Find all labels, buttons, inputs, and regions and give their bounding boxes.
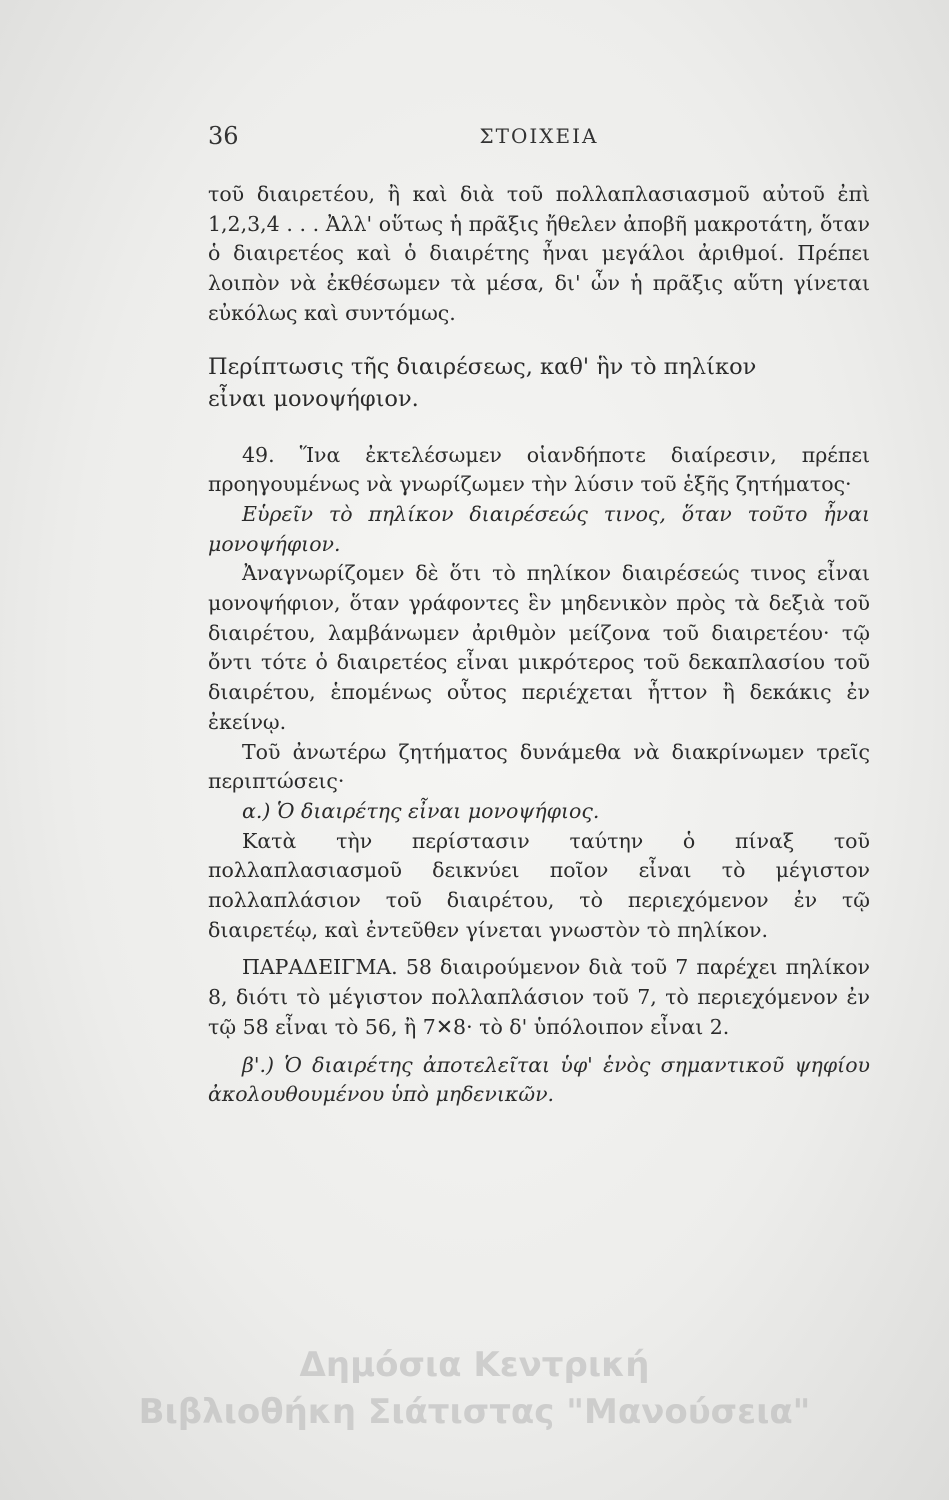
- paragraph-recognition: Ἀναγνωρίζομεν δὲ ὅτι τὸ πηλίκον διαιρέσεώς τινος εἶναι μονοψήφιον, ὅταν γράφοντες ἓν μηδενικὸν πρὸς τὰ δεξιὰ τοῦ διαιρέτου, λαμβάνωμεν ἀριθμὸν μείζονα τοῦ διαιρετέου· τῷ ὄντι τότε ὁ διαιρετέος εἶναι μικρότερος τοῦ δεκαπλασίου τοῦ διαιρέτου, ἑπομένως οὗτος περιέχεται ἧττον ἢ δεκάκις ἐν ἐκείνῳ.: [208, 561, 870, 734]
- running-head: ΣΤΟΙΧΕΙΑ: [479, 124, 599, 148]
- case-b-heading: β'.) Ὁ διαιρέτης ἀποτελεῖται ὑφ' ἑνὸς σημαντικοῦ ψηφίου ἀκολουθουμένου ὑπὸ μηδενικῶν.: [208, 1052, 870, 1107]
- case-a-heading: α.) Ὁ διαιρέτης εἶναι μονοψήφιος.: [242, 798, 600, 823]
- paragraph-case-a: Κατὰ τὴν περίστασιν ταύτην ὁ πίναξ τοῦ πολλαπλασιασμοῦ δεικνύει ποῖον εἶναι τὸ μέγιστον πολλαπλάσιον τοῦ διαιρέτου, τὸ περιεχόμενον ἐν τῷ διαιρετέῳ, καὶ ἐντεῦθεν γίνεται γνωστὸν τὸ πηλίκον.: [208, 828, 870, 942]
- section-title-line-2: εἶναι μονοψήφιον.: [208, 385, 419, 412]
- problem-statement: Εὑρεῖν τὸ πηλίκον διαιρέσεώς τινος, ὅταν τοῦτο ἦναι μονοψήφιον.: [208, 501, 870, 556]
- example-paragraph: ΠΑΡΑΔΕΙΓΜΑ. 58 διαιρούμενον διὰ τοῦ 7 παρέχει πηλίκον 8, διότι τὸ μέγιστον πολλαπλάσιον τοῦ 7, τὸ περιεχόμενον ἐν τῷ 58 εἶναι τὸ 56, ἢ 7✕8· τὸ δ' ὑπόλοιπον εἶναι 2.: [208, 955, 870, 1039]
- paragraph-49: 49. Ἵνα ἐκτελέσωμεν οἱανδήποτε διαίρεσιν, πρέπει προηγουμένως νὰ γνωρίζωμεν τὴν λύσιν τοῦ ἑξῆς ζητήματος·: [208, 442, 870, 497]
- paragraph-1: τοῦ διαιρετέου, ἢ καὶ διὰ τοῦ πολλαπλασιασμοῦ αὐτοῦ ἐπὶ 1,2,3,4 . . . Ἀλλ' οὕτως ἡ πρᾶξις ἤθελεν ἀποβῆ μακροτάτη, ὅταν ὁ διαιρετέος καὶ ὁ διαιρέτης ἦναι μεγάλοι ἀριθμοί. Πρέπει λοιπὸν νὰ ἐκθέσωμεν τὰ μέσα, δι' ὧν ἡ πρᾶξις αὕτη γίνεται εὐκόλως καὶ συντόμως.: [208, 182, 870, 325]
- page-number: 36: [208, 122, 239, 150]
- page-header: [208, 122, 870, 162]
- library-watermark-line-2: Βιβλιοθήκη Σιάτιστας "Μανούσεια": [138, 1392, 811, 1432]
- page-body: [208, 180, 870, 1110]
- section-title-line-1: Περίπτωσις τῆς διαιρέσεως, καθ' ἣν τὸ πηλίκον: [208, 353, 757, 380]
- paragraph-three-cases: Τοῦ ἀνωτέρω ζητήματος δυνάμεθα νὰ διακρίνωμεν τρεῖς περιπτώσεις·: [208, 739, 870, 794]
- library-watermark-line-1: Δημόσια Κεντρική: [299, 1345, 650, 1385]
- section-title: [208, 351, 870, 415]
